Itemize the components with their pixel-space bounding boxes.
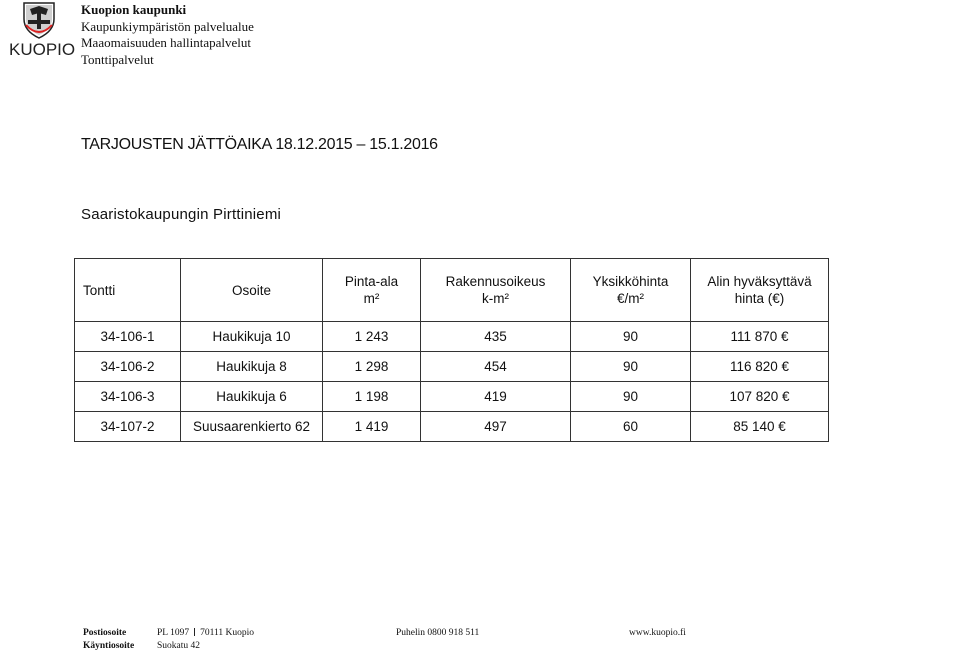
- website-link[interactable]: www.kuopio.fi: [629, 628, 686, 638]
- cell-min-price: 85 140 €: [691, 412, 829, 442]
- logo-wordmark: KUOPIO: [9, 40, 76, 59]
- header-min-price: Alin hyväksyttävä hinta (€): [691, 259, 829, 322]
- header-area: Pinta-ala m²: [323, 259, 421, 322]
- plots-table: [74, 258, 829, 442]
- cell-plot: 34-106-2: [75, 352, 181, 382]
- table-row: [75, 382, 829, 412]
- offer-deadline: TARJOUSTEN JÄTTÖAIKA 18.12.2015 – 15.1.2016: [81, 136, 438, 153]
- visit-address: Suokatu 42: [157, 641, 201, 651]
- cell-area: 1 198: [323, 382, 421, 412]
- cell-min-price: 111 870 €: [691, 322, 829, 352]
- org-line: Maaomaisuuden hallintapalvelut: [81, 35, 252, 50]
- postal-address: PL 1097 70111 Kuopio: [157, 628, 255, 638]
- org-line: Tonttipalvelut: [81, 51, 154, 67]
- cell-building-right: 454: [421, 352, 571, 382]
- page-footer: [83, 627, 943, 653]
- cell-plot: 34-107-2: [75, 412, 181, 442]
- cell-min-price: 116 820 €: [691, 352, 829, 382]
- kuopio-logo: [6, 0, 76, 68]
- cell-unit-price: 60: [571, 412, 691, 442]
- cell-plot: 34-106-1: [75, 322, 181, 352]
- cell-min-price: 107 820 €: [691, 382, 829, 412]
- header-building-right: Rakennusoikeus k-m²: [421, 259, 571, 322]
- cell-plot: 34-106-3: [75, 382, 181, 412]
- separator: [194, 628, 195, 636]
- cell-building-right: 497: [421, 412, 571, 442]
- footer-visit-row: [83, 640, 943, 653]
- header-plot: Tontti: [75, 259, 181, 322]
- footer-postal-row: [83, 627, 943, 640]
- table-header-row: [75, 259, 829, 322]
- header-address: Osoite: [181, 259, 323, 322]
- visit-label: Käyntiosoite: [83, 641, 135, 651]
- cell-area: 1 298: [323, 352, 421, 382]
- cell-address: Suusaarenkierto 62: [181, 412, 323, 442]
- cell-address: Haukikuja 8: [181, 352, 323, 382]
- table-row: [75, 322, 829, 352]
- cell-area: 1 243: [323, 322, 421, 352]
- cell-unit-price: 90: [571, 322, 691, 352]
- postal-label: Postiosoite: [83, 628, 127, 638]
- coat-of-arms-icon: [6, 0, 72, 42]
- phone-number: Puhelin 0800 918 511: [396, 628, 480, 638]
- table-row: [75, 352, 829, 382]
- cell-building-right: 419: [421, 382, 571, 412]
- org-name: Kuopion kaupunki: [81, 2, 187, 17]
- area-title: Saaristokaupungin Pirttiniemi: [81, 206, 282, 223]
- cell-area: 1 419: [323, 412, 421, 442]
- cell-unit-price: 90: [571, 352, 691, 382]
- cell-address: Haukikuja 10: [181, 322, 323, 352]
- organization-header: [81, 2, 254, 68]
- org-line: Kaupunkiympäristön palvelualue: [81, 18, 254, 34]
- cell-unit-price: 90: [571, 382, 691, 412]
- cell-building-right: 435: [421, 322, 571, 352]
- header-unit-price: Yksikköhinta €/m²: [571, 259, 691, 322]
- table-row: [75, 412, 829, 442]
- cell-address: Haukikuja 6: [181, 382, 323, 412]
